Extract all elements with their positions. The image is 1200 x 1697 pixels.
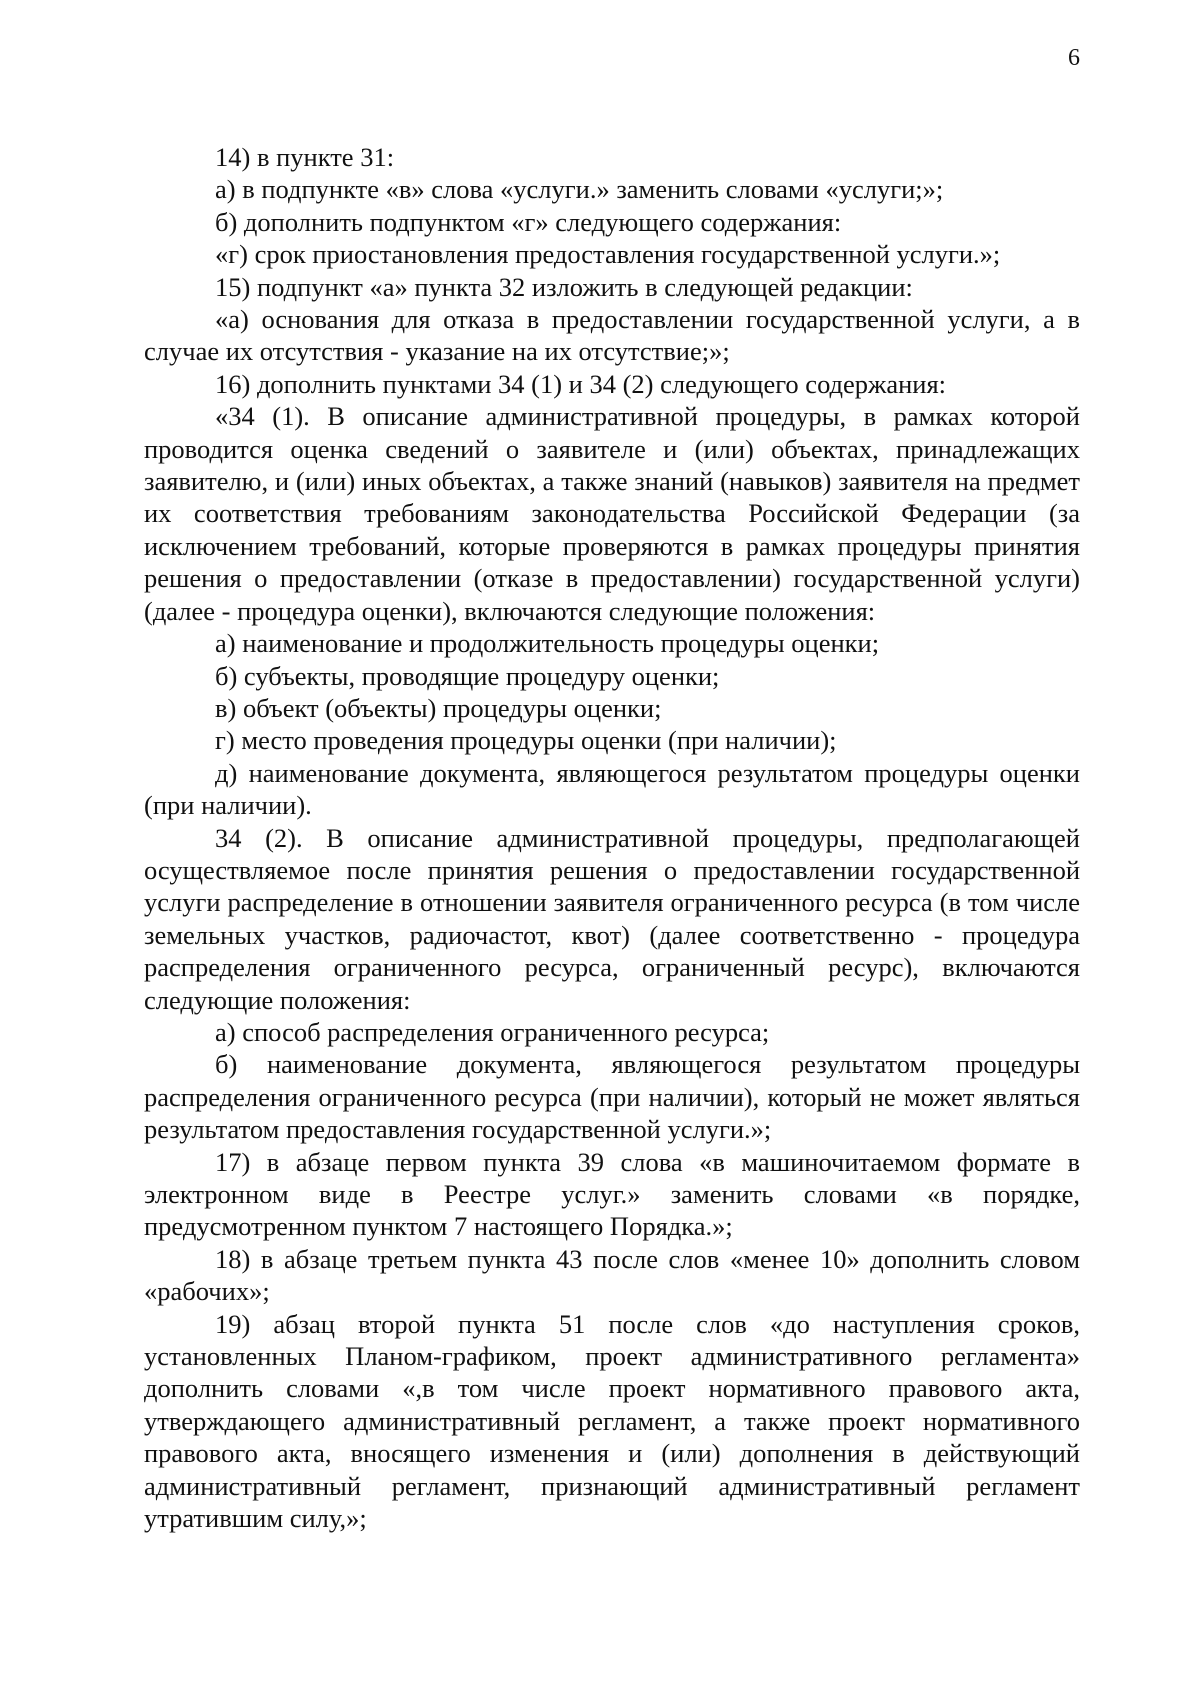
paragraph-item-18: 18) в абзаце третьем пункта 43 после слов «менее 10» дополнить словом «рабочих»; (144, 1243, 1080, 1307)
paragraph-subitem-a: а) в подпункте «в» слова «услуги.» заменить словами «услуги;»; (215, 174, 944, 205)
paragraph-34-1-a: а) наименование и продолжительность процедуры оценки; (215, 628, 880, 659)
paragraph-34-2-a: а) способ распределения ограниченного ресурса; (215, 1016, 770, 1047)
paragraph-item-17: 17) в абзаце первом пункта 39 слова «в машиночитаемом формате в электронном виде в Реестре услуг.» заменить словами «в порядке, предусмотренном пунктом 7 настоящего Порядка.»; (144, 1146, 1080, 1242)
paragraph-34-2: 34 (2). В описание административной процедуры, предполагающей осуществляемое после принятия решения о предоставлении государственной услуги распределение в отношении заявителя ограниченного ресурса (в том числе земельных участков, радиочастот, квот) (далее соответственно - процедура распределения ограниченного ресурса, ограниченный ресурс), включаются следующие положения: (144, 822, 1080, 1015)
paragraph-34-1-g: г) место проведения процедуры оценки (при наличии); (215, 725, 837, 756)
paragraph-34-1-d: д) наименование документа, являющегося результатом процедуры оценки (при наличии). (144, 757, 1080, 821)
paragraph-34-1: «34 (1). В описание административной процедуры, в рамках которой проводится оценка сведений о заявителе и (или) объектах, принадлежащих заявителю, и (или) иных объектах, а также знаний (навыков) заявителя на предмет их соответствия требованиям законодательства Российской Федерации (за исключением требований, которые проверяются в рамках процедуры принятия решения о предоставлении (отказе в предоставлении) государственной услуги) (далее - процедура оценки), включаются следующие положения: (144, 401, 1080, 626)
paragraph-quote-a: «а) основания для отказа в предоставлении государственной услуги, а в случае их отсутствия - указание на их отсутствие;»; (144, 304, 1080, 367)
paragraph-item-16: 16) дополнить пунктами 34 (1) и 34 (2) следующего содержания: (215, 368, 947, 399)
paragraph-34-1-b: б) субъекты, проводящие процедуру оценки; (215, 660, 720, 691)
document-body (144, 141, 1080, 1534)
paragraph-item-15: 15) подпункт «а» пункта 32 изложить в следующей редакции: (215, 271, 913, 302)
paragraph-item-14: 14) в пункте 31: (215, 142, 395, 172)
paragraph-34-2-b: б) наименование документа, являющегося результатом процедуры распределения ограниченного ресурса (при наличии), который не может являться результатом предоставления государственной услуги.»; (144, 1049, 1080, 1145)
paragraph-quote-g: «г) срок приостановления предоставления государственной услуги.»; (215, 239, 1001, 270)
paragraph-item-19: 19) абзац второй пункта 51 после слов «до наступления сроков, установленных Планом-графиком, проект административного регламента» дополнить словами «,в том числе проект нормативного правового акта, утверждающего административный регламент, а также проект нормативного правового акта, вносящего изменения и (или) дополнения в действующий административный регламент, признающий административный регламент утратившим силу,»; (144, 1308, 1080, 1534)
page-number: 6 (1068, 45, 1080, 71)
paragraph-34-1-v: в) объект (объекты) процедуры оценки; (215, 692, 662, 723)
paragraph-subitem-b: б) дополнить подпунктом «г» следующего содержания: (215, 206, 842, 237)
